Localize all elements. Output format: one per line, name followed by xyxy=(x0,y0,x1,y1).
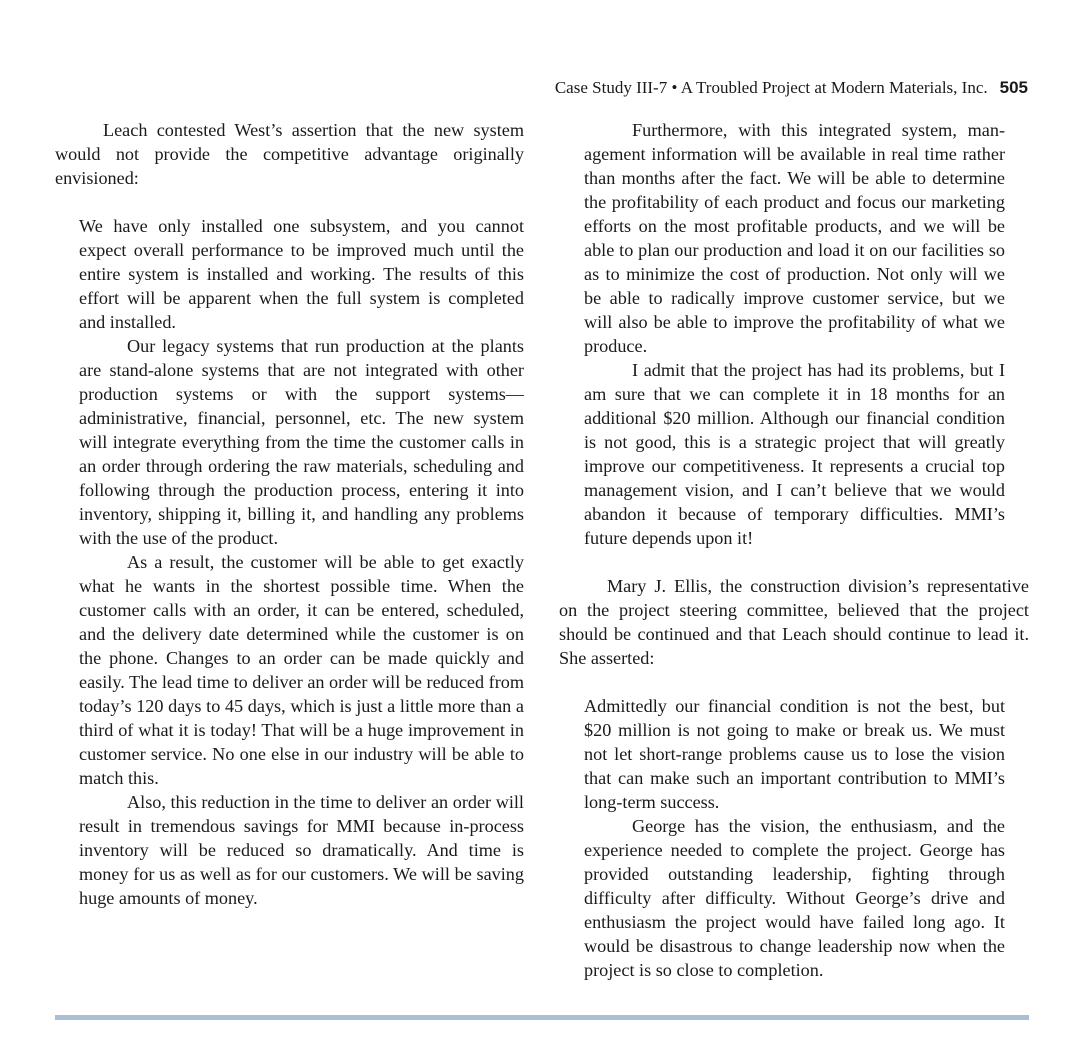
ellis-quote-block xyxy=(584,694,1005,982)
quote-paragraph: I admit that the project has had its problems, but I am sure that we can complete it in 18 months for an additional $20 million. Although our financial condition is not good, this is a strategic project that will greatly improve our competitiveness. It represents a crucial top management vision, and I can’t believe that we would abandon it because of temporary difficulties. MMI’s future depends upon it! xyxy=(584,360,1005,548)
page-number: 505 xyxy=(999,78,1028,97)
spacer xyxy=(559,670,1029,694)
footer-rule xyxy=(55,1015,1029,1020)
running-title: Case Study III-7 • A Troubled Project at Modern Materials, Inc. xyxy=(554,78,988,97)
intro-paragraph: Leach contested West’s assertion that the new system would not provide the competitive advantage originally envisioned: xyxy=(55,120,524,188)
quote-paragraph: George has the vision, the enthusiasm, and the experience needed to complete the project. George has provided outstanding leadership, fighting through difficulty after difficulty. Without George’s drive and enthusiasm the project would have failed long ago. It would be disastrous to change leadership now when the project is so close to completion. xyxy=(584,816,1005,980)
spacer xyxy=(559,550,1029,574)
quote-paragraph: Also, this reduction in the time to deliver an order will result in tremendous savings for MMI because in-process inventory will be reduced so dramatically. And time is money for us as well as for our customers. We will be saving huge amounts of money. xyxy=(79,792,524,908)
leach-quote-block xyxy=(79,214,524,910)
leach-quote-continued xyxy=(584,118,1005,550)
left-column xyxy=(55,118,524,910)
running-header xyxy=(555,76,1028,100)
spacer xyxy=(55,190,524,214)
quote-paragraph: As a result, the customer will be able to get exactly what he wants in the shortest possible time. When the customer calls with an order, it can be entered, scheduled, and the delivery date determined while the customer is on the phone. Changes to an order can be made quickly and easily. The lead time to deliver an order will be reduced from today’s 120 days to 45 days, which is just a little more than a third of what it is today! That will be a huge improvement in customer service. No one else in our industry will be able to match this. xyxy=(79,552,524,788)
right-column xyxy=(559,118,1029,982)
ellis-intro-paragraph: Mary J. Ellis, the construction division’s representative on the project steering committee, believed that the project should be continued and that Leach should continue to lead it. She asserted: xyxy=(559,576,1029,668)
quote-paragraph: Admittedly our financial condition is not the best, but $20 million is not going to make or break us. We must not let short-range problems cause us to lose the vision that can make such an important contribution to MMI’s long-term success. xyxy=(584,696,1005,812)
quote-paragraph: We have only installed one subsystem, and you cannot expect overall performance to be improved much until the entire system is installed and working. The results of this effort will be apparent when the full system is completed and installed. xyxy=(79,216,524,332)
quote-paragraph: Furthermore, with this integrated system, management information will be available in real time rather than months after the fact. We will be able to determine the profitability of each product and focus our marketing efforts on the most profitable products, and we will be able to plan our production and load it on our facilities so as to minimize the cost of production. Not only will we be able to radically improve customer service, but we will also be able to improve the profitability of what we produce. xyxy=(584,120,1005,356)
quote-paragraph: Our legacy systems that run production at the plants are stand-alone systems that are not integrated with other production systems or with the support systems—administrative, financial, personnel, etc. The new system will integrate everything from the time the customer calls in an order through ordering the raw materials, scheduling and following through the production process, entering it into inventory, shipping it, billing it, and handling any problems with the use of the product. xyxy=(79,336,524,548)
